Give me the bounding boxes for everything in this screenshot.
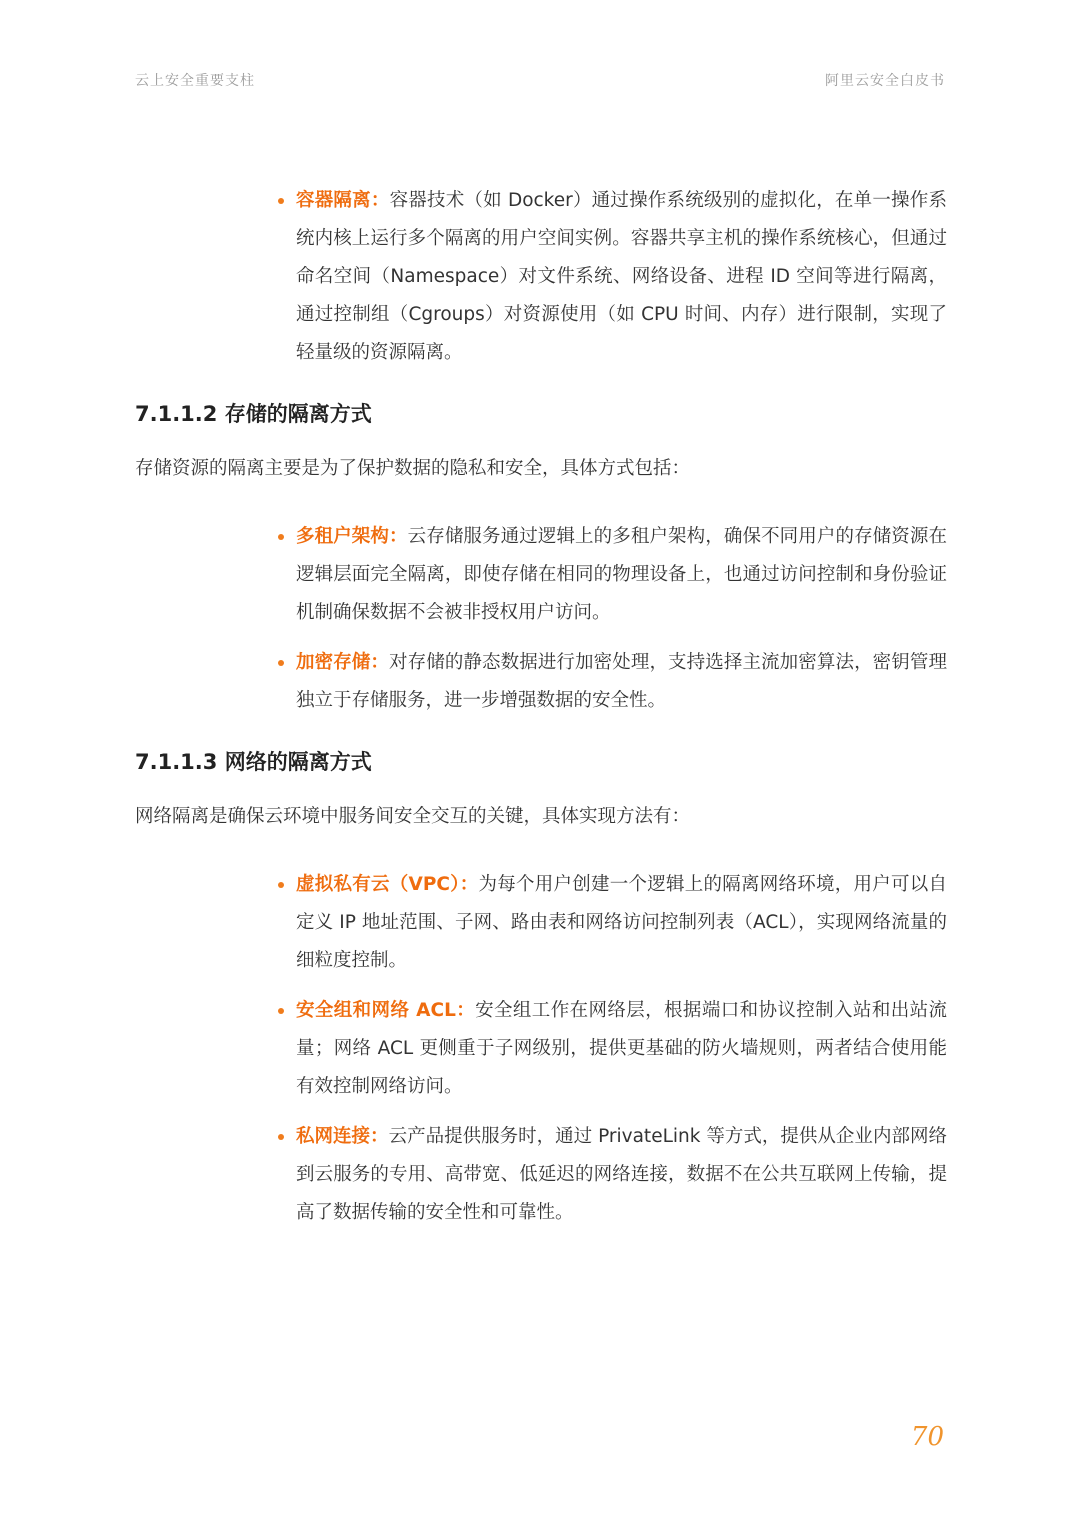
bullet-vpc — [272, 866, 947, 980]
bullet-term: 安全组和网络 ACL： — [296, 1000, 476, 1021]
bullet-text: 容器技术（如 Docker）通过操作系统级别的虚拟化，在单一操作系统内核上运行多个隔离的用户空间实例。容器共享主机的操作系统核心，但通过命名空间（Namespace）对文件系统、网络设备、进程 ID 空间等进行隔离，通过控制组（Cgroups）对资源使用（如 CPU 时间、内存）进行限制，实现了轻量级的资源隔离。 — [296, 190, 947, 363]
bullet-text: 云存储服务通过逻辑上的多租户架构，确保不同用户的存储资源在逻辑层面完全隔离，即使存储在相同的物理设备上，也通过访问控制和身份验证机制确保数据不会被非授权用户访问。 — [296, 526, 947, 623]
bullet-multi-tenant — [272, 518, 947, 632]
page-number: 70 — [910, 1422, 944, 1452]
bullet-term: 多租户架构： — [296, 526, 408, 547]
bullet-list-storage — [272, 518, 947, 720]
bullet-dot-icon — [278, 1134, 284, 1140]
bullet-text: 对存储的静态数据进行加密处理，支持选择主流加密算法，密钥管理独立于存储服务，进一步增强数据的安全性。 — [296, 652, 947, 711]
bullet-term: 容器隔离： — [296, 190, 390, 211]
section-title-network: 7.1.1.3 网络的隔离方式 — [135, 750, 372, 774]
bullet-container-isolation — [272, 182, 947, 372]
bullet-text: 云产品提供服务时，通过 PrivateLink 等方式，提供从企业内部网络到云服务的专用、高带宽、低延迟的网络连接，数据不在公共互联网上传输，提高了数据传输的安全性和可靠性。 — [296, 1126, 947, 1223]
section-title-storage: 7.1.1.2 存储的隔离方式 — [135, 402, 372, 426]
bullet-security-group-acl — [272, 992, 947, 1106]
bullet-private-link — [272, 1118, 947, 1232]
bullet-encrypted-storage — [272, 644, 947, 720]
bullet-list-network — [272, 866, 947, 1232]
running-header-chapter: 云上安全重要支柱 — [135, 73, 255, 89]
bullet-list-compute — [272, 182, 947, 372]
bullet-dot-icon — [278, 660, 284, 666]
bullet-term: 虚拟私有云（VPC）： — [296, 874, 479, 895]
bullet-dot-icon — [278, 882, 284, 888]
running-header-title: 阿里云安全白皮书 — [825, 73, 945, 89]
bullet-dot-icon — [278, 1008, 284, 1014]
bullet-term: 加密存储： — [296, 652, 390, 673]
bullet-dot-icon — [278, 198, 284, 204]
bullet-text: 安全组工作在网络层，根据端口和协议控制入站和出站流量；网络 ACL 更侧重于子网级别，提供更基础的防火墙规则，两者结合使用能有效控制网络访问。 — [296, 1000, 947, 1097]
section-intro-storage: 存储资源的隔离主要是为了保护数据的隐私和安全，具体方式包括： — [135, 458, 691, 479]
bullet-text: 为每个用户创建一个逻辑上的隔离网络环境，用户可以自定义 IP 地址范围、子网、路由表和网络访问控制列表（ACL），实现网络流量的细粒度控制。 — [296, 874, 947, 971]
bullet-dot-icon — [278, 534, 284, 540]
section-intro-network: 网络隔离是确保云环境中服务间安全交互的关键，具体实现方法有： — [135, 806, 691, 827]
bullet-term: 私网连接： — [296, 1126, 389, 1147]
